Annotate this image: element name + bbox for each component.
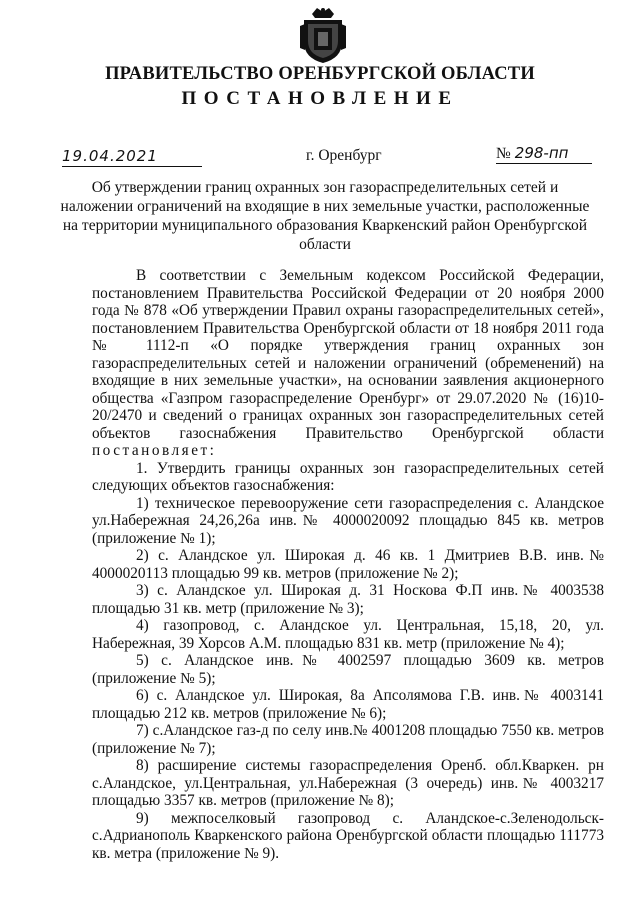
clause-1: 1. Утвердить границы охранных зон газораспределительных сетей следующих объектов газоснабжения:: [92, 459, 604, 494]
list-item: 2) с. Аландское ул. Широкая д. 46 кв. 1 Дмитриев В.В. инв.№ 4000020113 площадью 99 кв. метров (приложение № 2);: [92, 547, 604, 582]
document-city: г. Оренбург: [306, 147, 382, 164]
list-item: 3) с. Аландское ул. Широкая д. 31 Носкова Ф.П инв.№ 4003538 площадью 31 кв. метр (приложение № 3);: [92, 582, 604, 617]
list-item: 5) с. Аландское инв.№ 4002597 площадью 3609 кв. метров (приложение № 5);: [92, 652, 604, 687]
number-label: №: [496, 145, 511, 162]
list-item: 1) техническое перевооружение сети газораспределения с. Аландское ул.Набережная 24,26,26а инв.№ 4000020092 площадью 845 кв. метров (приложение № 1);: [92, 494, 604, 547]
resolve-word: постановляет:: [92, 442, 217, 459]
document-title: Об утверждении границ охранных зон газораспределительных сетей и наложении ограничений на входящие в них земельные участки, расположенные на территории муниципального образования Кваркенский район Оренбургской области: [60, 179, 590, 253]
government-title: ПРАВИТЕЛЬСТВО ОРЕНБУРГСКОЙ ОБЛАСТИ: [105, 64, 535, 84]
list-item: 8) расширение системы газораспределения Оренб. обл.Кваркен. рн с.Аландское, ул.Центральная, ул.Набережная (3 очередь) инв.№ 4003217 площадью 3357 кв. метров (приложение № 8);: [92, 757, 604, 809]
document-body: [92, 267, 604, 862]
document-type: ПОСТАНОВЛЕНИЕ: [181, 88, 459, 109]
list-item: 6) с. Аландское ул. Широкая, 8а Апсолямова Г.В. инв.№ 4003141 площадью 212 кв. метров (приложение № 6);: [92, 687, 604, 722]
preamble-paragraph: [92, 267, 604, 460]
number-value: 298-пп: [514, 144, 569, 162]
list-item: 4) газопровод, с. Аландское ул. Центральная, 15,18, 20, ул. Набережная, 39 Хорсов А.М. площадью 831 кв. метр (приложение № 4);: [92, 617, 604, 652]
coat-of-arms-icon: [300, 6, 346, 64]
document-number: [496, 144, 592, 164]
list-item: 7) с.Аландское газ-д по селу инв.№ 4001208 площадью 7550 кв. метров (приложение № 7);: [92, 722, 604, 757]
list-item: 9) межпоселковый газопровод с. Аландское-с.Зеленодольск-с.Адрианополь Кваркенского района Оренбургской области площадью 111773 кв. метра (приложение № 9).: [92, 809, 604, 862]
document-date: 19.04.2021: [62, 147, 202, 167]
preamble-text: В соответствии с Земельным кодексом Российской Федерации, постановлением Правительства Российской Федерации от 20 ноября 2000 года № 878 «Об утверждении Правил охраны газораспределительных сетей», постановлением Правительства Оренбургской области от 18 ноября 2011 года № 1112-п «О порядке утверждения границ охранных зон газораспределительных сетей и наложении ограничений (обременений) на входящие в них земельные участки», на основании заявления акционерного общества «Газпром газораспределение Оренбург» от 29.07.2020 № (16)10-20/2470 и сведений о границах охранных зон газораспределительных сетей объектов газоснабжения Правительство Оренбургской области: [92, 267, 604, 442]
